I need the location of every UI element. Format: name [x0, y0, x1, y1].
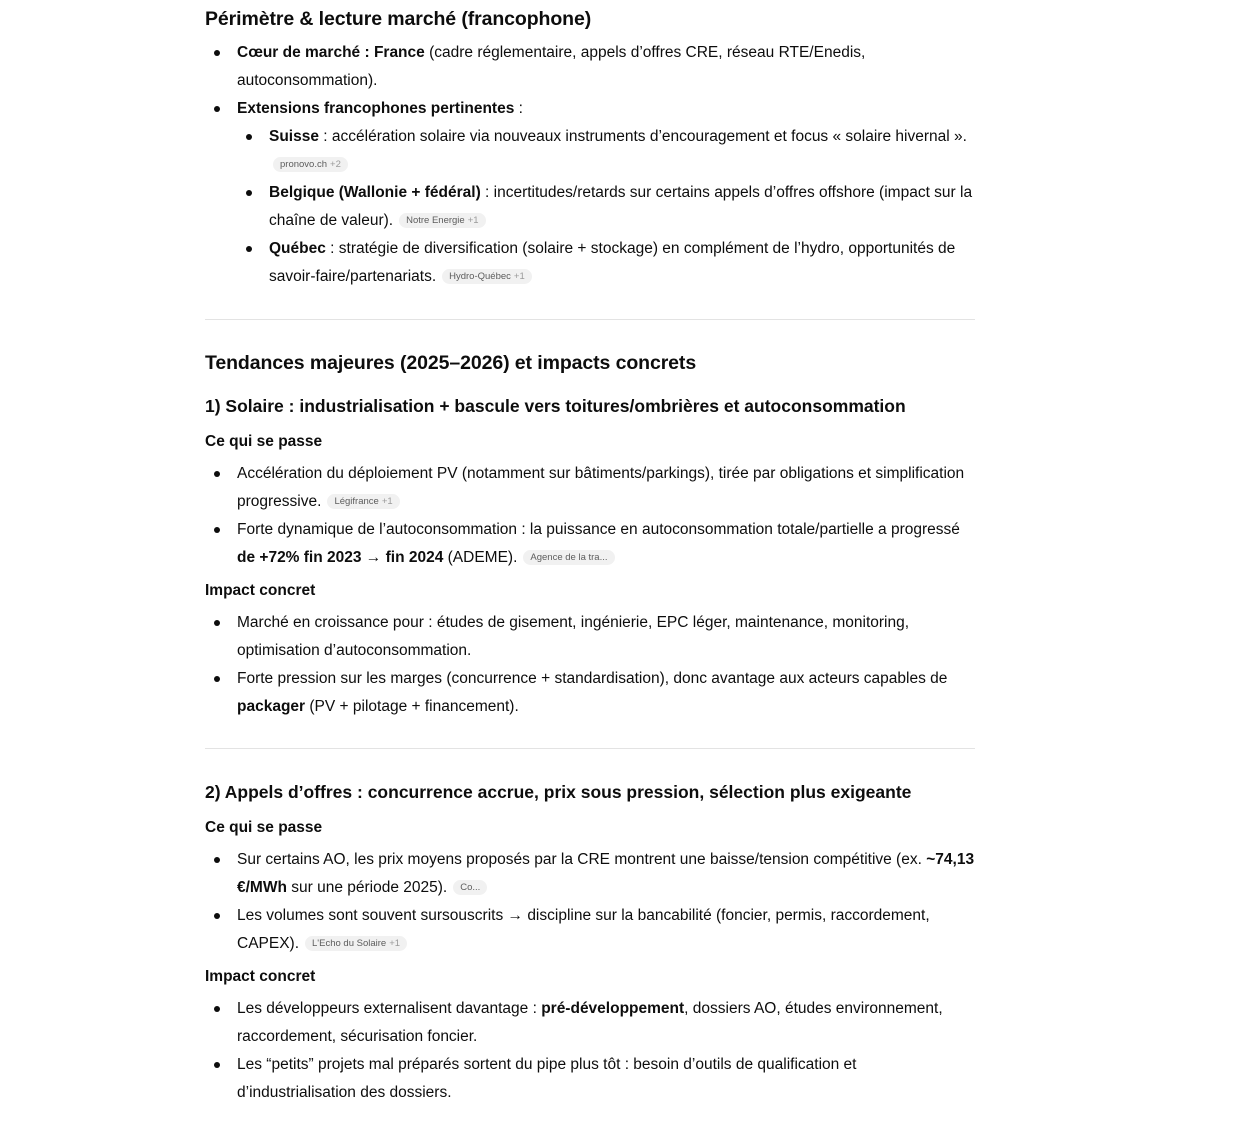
appels-item1-bold: ~74,13 €/MWh: [237, 851, 975, 896]
solaire-item2-text-a: Forte dynamique de l’autoconsommation : la puissance en autoconsommation totale/partielle a progressé: [237, 521, 960, 538]
coeur-text: (cadre réglementaire, appels d’offres CRE, réseau RTE/Enedis, autoconsommation).: [237, 44, 866, 89]
list-item: [205, 902, 975, 958]
solaire-heading: 1) Solaire : industrialisation + bascule vers toitures/ombrières et autoconsommation: [205, 396, 906, 416]
list-item: [205, 995, 975, 1051]
citation-pill[interactable]: [453, 880, 487, 895]
citation-pill[interactable]: [327, 494, 399, 509]
appels-impact-concret: Impact concret: [205, 968, 316, 985]
list-item: Marché en croissance pour : études de gisement, ingénierie, EPC léger, maintenance, monitoring, optimisation d’autoconsommation.: [205, 609, 975, 665]
quebec-text: : stratégie de diversification (solaire + stockage) en complément de l’hydro, opportunités de savoir-faire/partenariats.: [269, 240, 956, 285]
citation-pill[interactable]: [442, 269, 532, 284]
citation-source: Co...: [460, 882, 481, 893]
solaire-ce-qui-se-passe: Ce qui se passe: [205, 433, 323, 450]
quebec-bold: Québec: [269, 240, 326, 257]
list-item: [237, 179, 975, 235]
solaire-impact-concret: Impact concret: [205, 582, 316, 599]
list-item: [205, 39, 975, 95]
citation-source: Hydro-Québec: [449, 271, 511, 282]
citation-source: Notre Energie: [406, 215, 465, 226]
solaire-item1-text: Accélération du déploiement PV (notamment sur bâtiments/parkings), tirée par obligations et simplification progressive.: [237, 465, 965, 510]
citation-pill[interactable]: [523, 550, 614, 565]
appels-impact1-text-b: , dossiers AO, études environnement, raccordement, sécurisation foncier.: [237, 1000, 943, 1045]
citation-count: +2: [330, 159, 341, 170]
citation-source: pronovo.ch: [280, 159, 328, 170]
perimetre-list: [205, 39, 975, 291]
appels-item2-text: Les volumes sont souvent sursouscrits → discipline sur la bancabilité (foncier, permis, raccordement, CAPEX).: [237, 907, 930, 952]
solaire-impact2-text-a: Forte pression sur les marges (concurrence + standardisation), donc avantage aux acteurs capables de: [237, 670, 948, 687]
citation-source: Légifrance: [334, 496, 379, 507]
perimetre-heading: Périmètre & lecture marché (francophone): [205, 8, 592, 30]
suisse-text: : accélération solaire via nouveaux instruments d’encouragement et focus « solaire hivernal ».: [318, 128, 967, 145]
citation-source: L'Echo du Solaire: [312, 938, 387, 949]
citation-pill[interactable]: [399, 213, 485, 228]
appels-impact-list: [205, 995, 975, 1107]
appels-item1-text-b: sur une période 2025).: [286, 879, 448, 896]
chat-message-content: [205, 0, 975, 1107]
list-item: Les “petits” projets mal préparés sortent du pipe plus tôt : besoin d’outils de qualification et d’industrialisation des dossiers.: [205, 1051, 975, 1107]
section-divider: [205, 319, 975, 320]
appels-heading: 2) Appels d’offres : concurrence accrue, prix sous pression, sélection plus exigeante: [205, 782, 912, 802]
citation-pill[interactable]: [273, 157, 348, 172]
extensions-text: :: [514, 100, 523, 117]
solaire-item2-text-b: (ADEME).: [443, 549, 518, 566]
appels-events-list: [205, 846, 975, 958]
list-item: [205, 95, 975, 291]
extensions-bold: Extensions francophones pertinentes: [237, 100, 515, 117]
list-item: [237, 123, 975, 179]
citation-source: Agence de la tra...: [530, 552, 608, 563]
citation-count: +1: [467, 215, 479, 226]
extensions-sublist: [237, 123, 975, 291]
list-item: [237, 235, 975, 291]
belgique-text: : incertitudes/retards sur certains appels d’offres offshore (impact sur la chaîne de valeur).: [269, 184, 973, 229]
solaire-impact2-text-b: (PV + pilotage + financement).: [305, 698, 519, 715]
tendances-heading: Tendances majeures (2025–2026) et impacts concrets: [205, 352, 697, 374]
citation-pill[interactable]: [305, 936, 407, 951]
list-item: [205, 846, 975, 902]
list-item: [205, 460, 975, 516]
belgique-bold: Belgique (Wallonie + fédéral): [269, 184, 481, 201]
solaire-events-list: [205, 460, 975, 572]
solaire-impact-list: [205, 609, 975, 721]
appels-item1-text-a: Sur certains AO, les prix moyens proposés par la CRE montrent une baisse/tension compétitive (ex.: [237, 851, 927, 868]
citation-count: +1: [513, 271, 525, 282]
section-divider: [205, 748, 975, 749]
solaire-impact2-bold: packager: [237, 698, 306, 715]
appels-impact1-bold: pré-développement: [541, 1000, 685, 1017]
suisse-bold: Suisse: [269, 128, 319, 145]
appels-ce-qui-se-passe: Ce qui se passe: [205, 819, 323, 836]
citation-count: +1: [381, 496, 393, 507]
citation-count: +1: [389, 938, 401, 949]
solaire-item2-bold: de +72% fin 2023 → fin 2024: [237, 549, 444, 566]
list-item: [205, 665, 975, 721]
coeur-bold: Cœur de marché : France: [237, 44, 425, 61]
appels-impact1-text-a: Les développeurs externalisent davantage :: [237, 1000, 542, 1017]
list-item: [205, 516, 975, 572]
